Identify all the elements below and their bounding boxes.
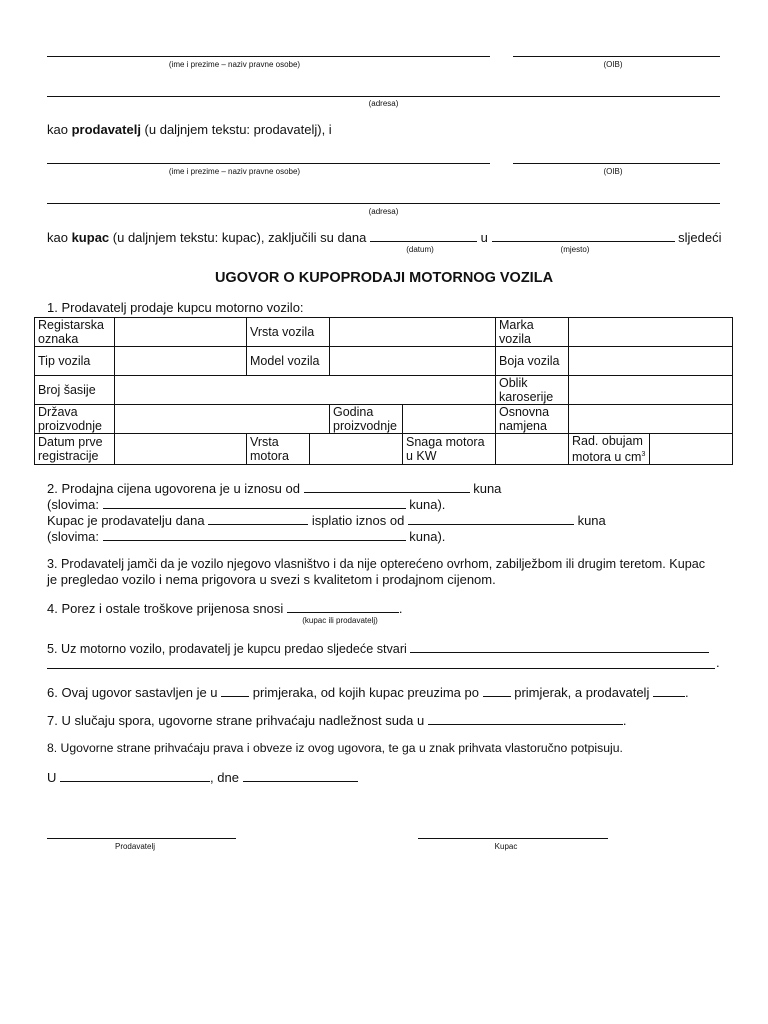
signing-date-field[interactable] [243, 769, 358, 782]
section-3-line-1: 3. Prodavatelj jamči da je vozilo njegovo vlasništvo i da nije opterećeno ovrhom, zabilježbom ili drugim teretom. Kupac [47, 557, 706, 571]
table-row [35, 318, 733, 347]
seller-name-line[interactable] [47, 56, 490, 57]
buyer-oib-caption: (OIB) [603, 167, 623, 176]
value-displacement[interactable] [650, 434, 733, 465]
seller-address-caption: (adresa) [368, 99, 399, 108]
table-row [35, 376, 733, 405]
copies-total-field[interactable] [221, 684, 249, 697]
label-make: Marka vozila [496, 318, 569, 347]
value-engine-power[interactable] [496, 434, 569, 465]
handed-items-line-2[interactable] [47, 668, 715, 669]
buyer-signature-caption: Kupac [494, 842, 518, 851]
table-row [35, 405, 733, 434]
seller-oib-line[interactable] [513, 56, 720, 57]
value-registration[interactable] [115, 318, 247, 347]
payment-date-field[interactable] [208, 512, 308, 525]
label-first-registration: Datum prve registracije [35, 434, 115, 465]
buyer-signature-line[interactable] [418, 838, 608, 839]
label-registration: Registarska oznaka [35, 318, 115, 347]
costs-caption: (kupac ili prodavatelj) [302, 616, 378, 625]
label-body-shape: Oblik karoserije [496, 376, 569, 405]
label-chassis: Broj šasije [35, 376, 115, 405]
label-displacement: Rad. obujam motora u $cm^3$ [569, 434, 650, 465]
section-4-text: 4. Porez i ostale troškove prijenosa snosi . [47, 601, 403, 616]
court-field[interactable] [428, 712, 623, 725]
buyer-address-caption: (adresa) [368, 207, 399, 216]
payment-amount-field[interactable] [408, 512, 574, 525]
buyer-name-caption: (ime i prezime – naziv pravne osobe) [168, 167, 301, 176]
value-vehicle-type[interactable] [330, 318, 496, 347]
buyer-oib-line[interactable] [513, 163, 720, 164]
table-row [35, 347, 733, 376]
seller-signature-line[interactable] [47, 838, 236, 839]
label-model: Model vozila [247, 347, 330, 376]
signing-place-field[interactable] [60, 769, 210, 782]
value-body-shape[interactable] [569, 376, 733, 405]
value-make[interactable] [569, 318, 733, 347]
vehicle-data-table [34, 317, 733, 465]
price-words-field[interactable] [103, 496, 406, 509]
seller-address-line[interactable] [47, 96, 720, 97]
value-chassis[interactable] [115, 376, 496, 405]
date-caption: (datum) [406, 245, 434, 254]
section-7-text: 7. U slučaju spora, ugovorne strane prihvaćaju nadležnost suda u . [47, 713, 627, 728]
value-color[interactable] [569, 347, 733, 376]
section-5-end: . [716, 655, 720, 670]
buyer-role-text: kao kupac (u daljnjem tekstu: kupac), zaključili su dana u sljedeći [47, 230, 722, 245]
value-model[interactable] [330, 347, 496, 376]
seller-name-caption: (ime i prezime – naziv pravne osobe) [168, 60, 301, 69]
section-8-text: 8. Ugovorne strane prihvaćaju prava i obveze iz ovog ugovora, te ga u znak prihvata vlastoručno potpisuju. [47, 741, 623, 755]
section-2-price-words: (slovima: kuna). [47, 497, 446, 512]
seller-role-text: kao prodavatelj (u daljnjem tekstu: prodavatelj), i [47, 122, 332, 137]
section-2-payment: Kupac je prodavatelju dana isplatio iznos od kuna [47, 513, 606, 528]
label-year: Godina proizvodnje [330, 405, 403, 434]
payment-words-field[interactable] [103, 528, 406, 541]
buyer-address-line[interactable] [47, 203, 720, 204]
value-engine-type[interactable] [310, 434, 403, 465]
value-year[interactable] [403, 405, 496, 434]
price-amount-field[interactable] [304, 480, 470, 493]
label-color: Boja vozila [496, 347, 569, 376]
buyer-name-line[interactable] [47, 163, 490, 164]
label-model-type: Tip vozila [35, 347, 115, 376]
label-vehicle-type: Vrsta vozila [247, 318, 330, 347]
section-3-line-2: je pregledao vozilo i nema prigovora u svezi s kvalitetom i prodajnom cijenom. [47, 572, 496, 587]
contract-place-field[interactable] [492, 229, 675, 242]
section-2-price: 2. Prodajna cijena ugovorena je u iznosu od kuna [47, 481, 502, 496]
label-engine-type: Vrsta motora [247, 434, 310, 465]
copies-buyer-field[interactable] [483, 684, 511, 697]
section-5-text: 5. Uz motorno vozilo, prodavatelj je kupcu predao sljedeće stvari [47, 640, 709, 657]
value-model-type[interactable] [115, 347, 247, 376]
costs-borne-by-field[interactable] [287, 600, 399, 613]
table-row [35, 434, 733, 465]
seller-signature-caption: Prodavatelj [114, 842, 156, 851]
value-purpose[interactable] [569, 405, 733, 434]
section-6-text: 6. Ovaj ugovor sastavljen je u primjeraka, od kojih kupac preuzima po primjerak, a prodavatelj . [47, 685, 689, 700]
section-2-payment-words: (slovima: kuna). [47, 529, 446, 544]
seller-oib-caption: (OIB) [603, 60, 623, 69]
copies-seller-field[interactable] [653, 684, 685, 697]
label-purpose: Osnovna namjena [496, 405, 569, 434]
value-first-registration[interactable] [115, 434, 247, 465]
handed-items-field[interactable] [410, 640, 709, 653]
place-caption: (mjesto) [560, 245, 590, 254]
contract-date-field[interactable] [370, 229, 477, 242]
value-country[interactable] [115, 405, 330, 434]
section-1-text: 1. Prodavatelj prodaje kupcu motorno vozilo: [47, 300, 304, 315]
contract-title: UGOVOR O KUPOPRODAJI MOTORNOG VOZILA [214, 270, 554, 286]
label-country: Država proizvodnje [35, 405, 115, 434]
label-engine-power: Snaga motora u KW [403, 434, 496, 465]
place-date-text: U , dne [47, 769, 358, 786]
